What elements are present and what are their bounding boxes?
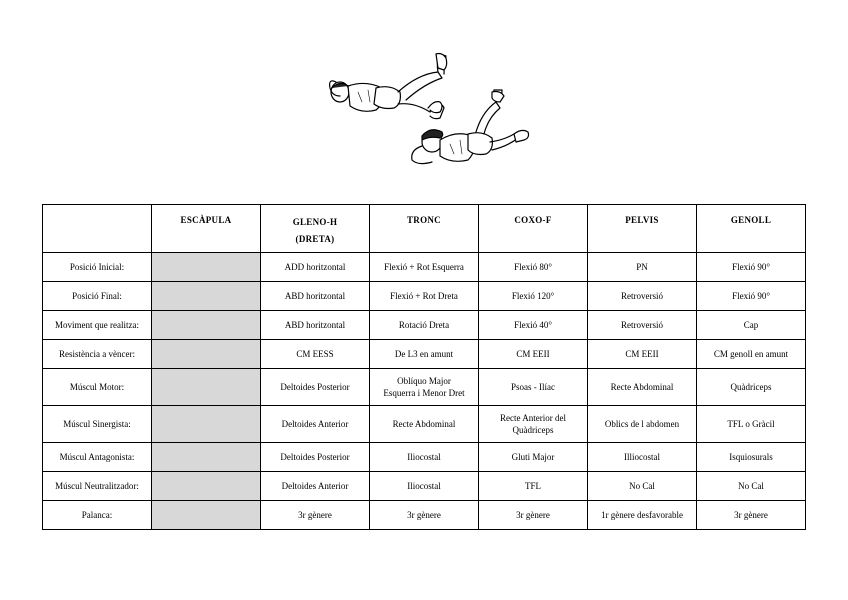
table-cell: ADD horitzontal xyxy=(261,253,370,282)
escapula-cell xyxy=(152,340,261,369)
table-cell: 1r gènere desfavorable xyxy=(588,501,697,530)
table-row xyxy=(43,501,806,530)
figure-start-position xyxy=(330,54,447,119)
table-cell: CM genoll en amunt xyxy=(697,340,806,369)
table-row xyxy=(43,472,806,501)
table-row xyxy=(43,253,806,282)
table-cell: Quàdriceps xyxy=(697,369,806,406)
table-row xyxy=(43,406,806,443)
table-cell: Deltoides Anterior xyxy=(261,406,370,443)
biomechanics-table xyxy=(42,204,806,530)
table-cell: ABD horitzontal xyxy=(261,282,370,311)
row-label: Palanca: xyxy=(43,501,152,530)
table-cell: Deltoides Anterior xyxy=(261,472,370,501)
row-label: Posició Inicial: xyxy=(43,253,152,282)
table-cell: Oblics de l abdomen xyxy=(588,406,697,443)
table-cell: Illiocostal xyxy=(588,443,697,472)
table-cell: Flexió 40° xyxy=(479,311,588,340)
table-cell: Flexió 80° xyxy=(479,253,588,282)
row-label: Resistència a vèncer: xyxy=(43,340,152,369)
table-cell: Psoas - Ilíac xyxy=(479,369,588,406)
row-label: Posició Final: xyxy=(43,282,152,311)
table-cell: Retroversió xyxy=(588,311,697,340)
row-label: Múscul Neutralitzador: xyxy=(43,472,152,501)
table-cell: Flexió 90° xyxy=(697,253,806,282)
table-cell: Deltoides Posterior xyxy=(261,443,370,472)
table-cell: No Cal xyxy=(697,472,806,501)
table-cell: Rotació Dreta xyxy=(370,311,479,340)
table-row xyxy=(43,369,806,406)
table-cell: CM EEII xyxy=(479,340,588,369)
escapula-cell xyxy=(152,311,261,340)
table-cell: Oblíquo Major Esquerra i Menor Dret xyxy=(370,369,479,406)
header-blank xyxy=(43,205,152,253)
table-cell: CM EEII xyxy=(588,340,697,369)
table-cell: CM EESS xyxy=(261,340,370,369)
escapula-cell xyxy=(152,501,261,530)
table-cell: Isquiosurals xyxy=(697,443,806,472)
table-cell: Flexió + Rot Dreta xyxy=(370,282,479,311)
table-cell: 3r gènere xyxy=(261,501,370,530)
figure-end-position xyxy=(412,90,529,164)
table-cell: Iliocostal xyxy=(370,472,479,501)
escapula-cell xyxy=(152,253,261,282)
exercise-illustration xyxy=(318,52,536,174)
row-label: Múscul Antagonista: xyxy=(43,443,152,472)
escapula-cell xyxy=(152,282,261,311)
table-cell: 3r gènere xyxy=(697,501,806,530)
table-cell: PN xyxy=(588,253,697,282)
table-cell: 3r gènere xyxy=(370,501,479,530)
row-label: Múscul Sinergista: xyxy=(43,406,152,443)
table-cell: Flexió 90° xyxy=(697,282,806,311)
table-row xyxy=(43,311,806,340)
header-tronc: TRONC xyxy=(370,205,479,253)
header-gleno-h: GLENO-H (DRETA) xyxy=(261,205,370,253)
table-cell: Flexió 120° xyxy=(479,282,588,311)
header-coxo-f: COXO-F xyxy=(479,205,588,253)
row-label: Múscul Motor: xyxy=(43,369,152,406)
table-cell: Flexió + Rot Esquerra xyxy=(370,253,479,282)
table-cell: Recte Abdominal xyxy=(370,406,479,443)
table-cell: No Cal xyxy=(588,472,697,501)
escapula-cell xyxy=(152,472,261,501)
table-cell: Recte Abdominal xyxy=(588,369,697,406)
header-row xyxy=(43,205,806,253)
table-cell: De L3 en amunt xyxy=(370,340,479,369)
table-cell: TFL xyxy=(479,472,588,501)
table-cell: 3r gènere xyxy=(479,501,588,530)
escapula-cell xyxy=(152,369,261,406)
row-label: Moviment que realitza: xyxy=(43,311,152,340)
header-escapula: ESCÀPULA xyxy=(152,205,261,253)
table-cell: Deltoides Posterior xyxy=(261,369,370,406)
table-row xyxy=(43,443,806,472)
header-genoll: GENOLL xyxy=(697,205,806,253)
table-cell: Iliocostal xyxy=(370,443,479,472)
table-cell: ABD horitzontal xyxy=(261,311,370,340)
table-row xyxy=(43,340,806,369)
table-row xyxy=(43,282,806,311)
table-cell: Recte Anterior del Quàdriceps xyxy=(479,406,588,443)
table-cell: Gluti Major xyxy=(479,443,588,472)
escapula-cell xyxy=(152,406,261,443)
table-cell: Retroversió xyxy=(588,282,697,311)
table-cell: Cap xyxy=(697,311,806,340)
table-cell: TFL o Gràcil xyxy=(697,406,806,443)
escapula-cell xyxy=(152,443,261,472)
header-pelvis: PELVIS xyxy=(588,205,697,253)
